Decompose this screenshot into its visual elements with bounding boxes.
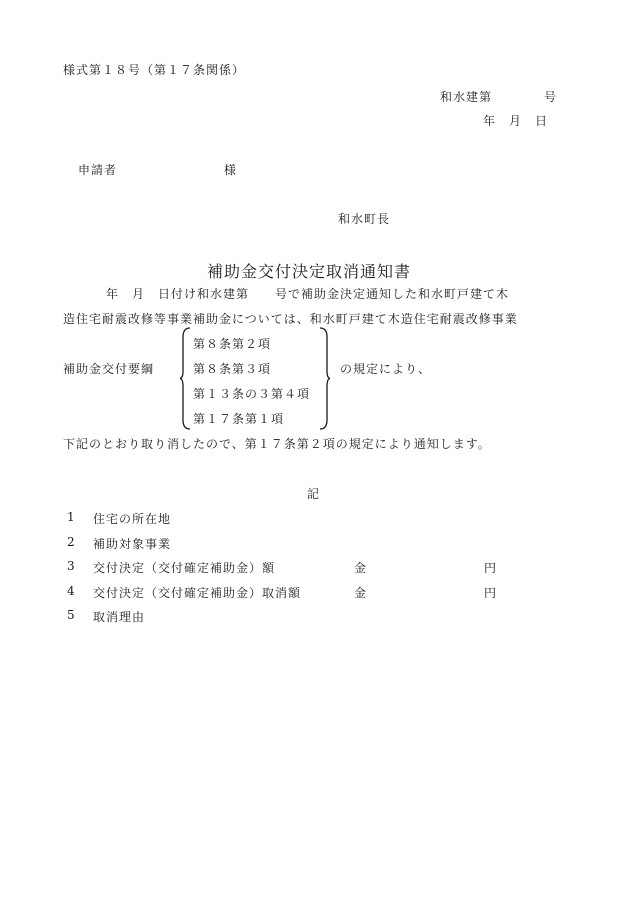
guideline-name: 補助金交付要綱 [63, 362, 155, 376]
page-title: 補助金交付決定取消通知書 [207, 262, 412, 281]
body-line-1: 年 月 日付け和水建第 号で補助金決定通知した和水町戸建て木 [106, 287, 510, 301]
clause-4: 第１７条第１項 [193, 412, 285, 426]
item-3-label: 交付決定（交付確定補助金）額 [93, 561, 276, 575]
applicant-label: 申請者 [78, 163, 118, 177]
item-5-label: 取消理由 [93, 610, 146, 624]
item-3-num: 3 [67, 559, 76, 573]
issuer: 和水町長 [338, 212, 391, 226]
item-1-num: 1 [67, 510, 76, 524]
clause-3: 第１３条の３第４項 [193, 387, 311, 401]
item-4-label: 交付決定（交付確定補助金）取消額 [93, 586, 302, 600]
doc-number: 和水建第 号 [440, 90, 558, 104]
clause-2: 第８条第３項 [193, 362, 272, 376]
form-number: 様式第１８号（第１７条関係） [63, 63, 246, 77]
item-4-yen: 円 [484, 586, 498, 600]
clause-1: 第８条第２項 [193, 337, 272, 351]
item-1-label: 住宅の所在地 [93, 512, 172, 526]
item-4-kin: 金 [354, 586, 368, 600]
item-2-label: 補助対象事業 [93, 537, 172, 551]
body-line-2: 造住宅耐震改修等事業補助金については、和水町戸建て木造住宅耐震改修事業 [63, 312, 518, 326]
body-last-line: 下記のとおり取り消したので、第１７条第２項の規定により通知します。 [63, 437, 491, 451]
item-3-kin: 金 [354, 561, 368, 575]
issue-date: 年 月 日 [483, 114, 549, 128]
item-3-yen: 円 [484, 561, 498, 575]
ki-heading: 記 [307, 487, 321, 501]
item-5-num: 5 [67, 608, 76, 622]
applicant-suffix: 様 [224, 163, 238, 177]
clause-suffix: の規定により、 [340, 362, 432, 376]
item-4-num: 4 [67, 584, 76, 598]
item-2-num: 2 [67, 535, 76, 549]
